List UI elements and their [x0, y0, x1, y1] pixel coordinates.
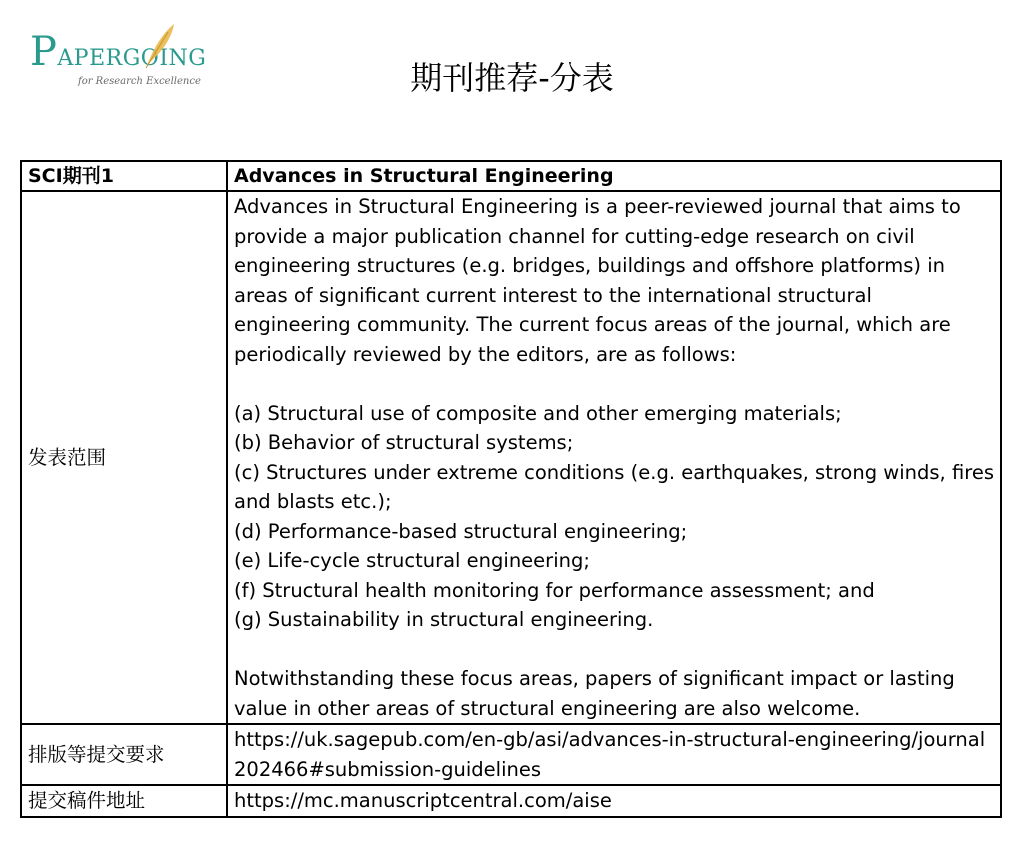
logo-rest: APERGOING: [57, 46, 207, 71]
scope-item-g: (g) Sustainability in structural engineering.: [234, 608, 654, 631]
scope-item-d: (d) Performance-based structural engineering;: [234, 519, 688, 543]
scope-item-a: (a) Structural use of composite and other emerging materials;: [234, 401, 842, 425]
format-label-cell: 排版等提交要求: [21, 724, 227, 785]
page-title: 期刊推荐-分表: [410, 59, 614, 97]
submission-link[interactable]: https://mc.manuscriptcentral.com/aise: [227, 785, 1001, 817]
scope-item-c: (c) Structures under extreme conditions (e.g. earthquakes, strong winds, fires and blasts etc.);: [234, 460, 994, 513]
paragraph-spacer: [234, 635, 994, 665]
scope-intro: Advances in Structural Engineering is a peer-reviewed journal that aims to provide a major publication channel for cutting-edge research on civil engineering structures (e.g. bridges, buildings and offshore platforms) in areas of significant current interest to the international structural engineering community. The current focus areas of the journal, which are periodically reviewed by the editors, are as follows:: [234, 195, 961, 366]
table-row-header: [21, 161, 1001, 191]
scope-item-e: (e) Life-cycle structural engineering;: [234, 549, 590, 572]
scope-label-cell: 发表范围: [21, 191, 227, 724]
table-row-submit: [21, 785, 1001, 817]
journal-name-cell: Advances in Structural Engineering: [227, 161, 1001, 191]
format-guidelines-link[interactable]: https://uk.sagepub.com/en-gb/asi/advances-in-structural-engineering/journal202466#submission-guidelines: [227, 724, 1001, 785]
scope-item-b: (b) Behavior of structural systems;: [234, 431, 574, 454]
scope-description-cell: [227, 191, 1001, 724]
logo-tagline: for Research Excellence: [78, 76, 201, 87]
table-row-format: [21, 724, 1001, 785]
journal-table: [20, 160, 1002, 818]
journal-label-cell: SCI期刊1: [21, 161, 227, 191]
submit-label-cell: 提交稿件地址: [21, 785, 227, 817]
paragraph-spacer: [234, 369, 994, 399]
logo-first-letter: P: [30, 29, 58, 75]
table-row-scope: [21, 191, 1001, 724]
scope-item-f: (f) Structural health monitoring for performance assessment; and: [234, 578, 875, 602]
scope-closing: Notwithstanding these focus areas, papers of significant impact or lasting value in other areas of structural engineering are also welcome.: [234, 667, 955, 720]
